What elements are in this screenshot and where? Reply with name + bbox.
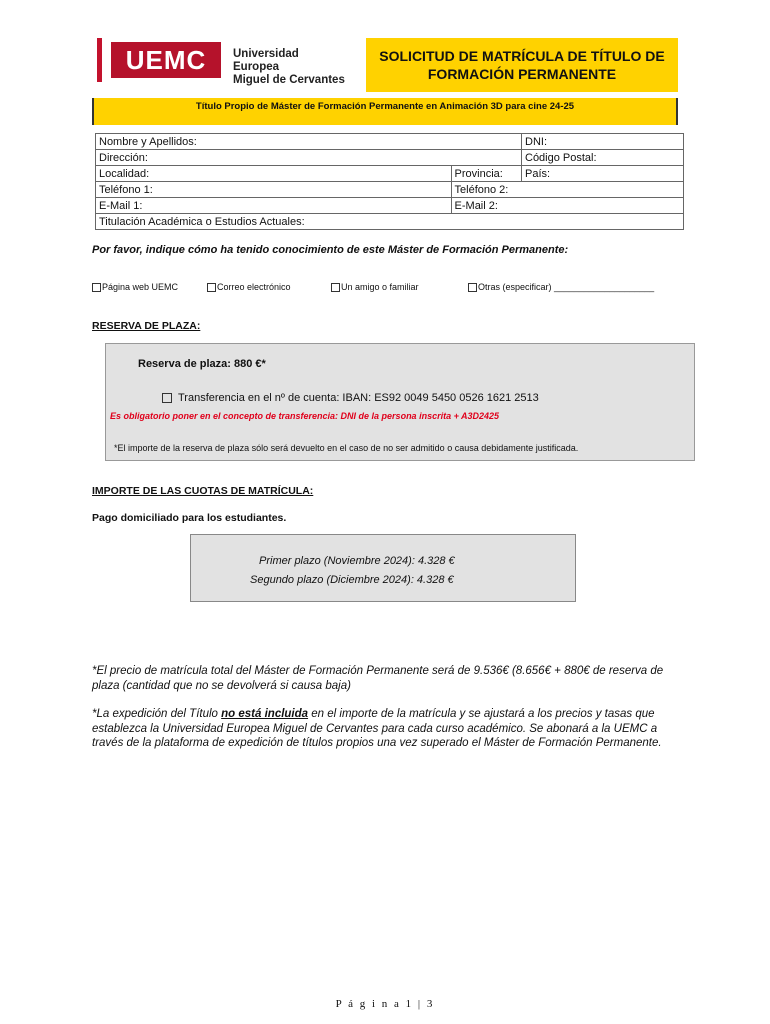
dni-field[interactable]: DNI: xyxy=(522,134,684,150)
option-web-label: Página web UEMC xyxy=(102,282,179,292)
option-other[interactable] xyxy=(468,282,654,292)
option-friend[interactable] xyxy=(331,282,419,292)
transfer-warning: Es obligatorio poner en el concepto de transferencia: DNI de la persona inscrita + A3D2425 xyxy=(110,411,500,421)
checkbox-web[interactable] xyxy=(92,283,101,292)
uemc-logo xyxy=(97,38,347,86)
reserva-box xyxy=(105,343,695,461)
refund-note: *El importe de la reserva de plaza sólo será devuelto en el caso de no ser admitido o causa debidamente justificada. xyxy=(114,443,579,453)
email2-field[interactable]: E-Mail 2: xyxy=(451,198,683,214)
price-note: *El precio de matrícula total del Máster de Formación Permanente será de 9.536€ (8.656€ + 880€ de reserva de plaza (cantidad que no se devolverá si causa baja) xyxy=(92,665,664,692)
reserva-heading: RESERVA DE PLAZA: xyxy=(92,320,201,332)
option-web[interactable] xyxy=(92,282,178,292)
logo-line-2: Miguel de Cervantes xyxy=(233,74,345,86)
plazo-1: Primer plazo (Noviembre 2024): 4.328 € xyxy=(259,555,455,567)
cuotas-box xyxy=(190,534,576,602)
telefono1-field[interactable]: Teléfono 1: xyxy=(96,182,452,198)
titulacion-field[interactable]: Titulación Académica o Estudios Actuales: xyxy=(96,214,684,230)
plazo-2: Segundo plazo (Diciembre 2024): 4.328 € xyxy=(250,574,454,586)
cuotas-subheading: Pago domiciliado para los estudiantes. xyxy=(92,512,287,524)
option-email-label: Correo electrónico xyxy=(217,282,291,292)
codigo-postal-field[interactable]: Código Postal: xyxy=(522,150,684,166)
checkbox-email[interactable] xyxy=(207,283,216,292)
program-name: Título Propio de Máster de Formación Permanente en Animación 3D para cine 24-25 xyxy=(92,98,678,125)
checkbox-friend[interactable] xyxy=(331,283,340,292)
email1-field[interactable]: E-Mail 1: xyxy=(96,198,452,214)
option-email[interactable] xyxy=(207,282,291,292)
telefono2-field[interactable]: Teléfono 2: xyxy=(451,182,683,198)
option-friend-label: Un amigo o familiar xyxy=(341,282,419,292)
expedition-note xyxy=(92,707,687,751)
logo-university-name xyxy=(233,48,347,87)
reserva-amount: Reserva de plaza: 880 €* xyxy=(138,358,266,370)
pais-field[interactable]: País: xyxy=(522,166,684,182)
option-other-label: Otras (especificar) ____________________ xyxy=(478,282,655,292)
logo-bar-left xyxy=(97,38,102,82)
document-title: SOLICITUD DE MATRÍCULA DE TÍTULO DE FORMACIÓN PERMANENTE xyxy=(366,38,678,92)
cuotas-heading: IMPORTE DE LAS CUOTAS DE MATRÍCULA: xyxy=(92,485,314,497)
provincia-field[interactable]: Provincia: xyxy=(451,166,521,182)
direccion-field[interactable]: Dirección: xyxy=(96,150,522,166)
localidad-field[interactable]: Localidad: xyxy=(96,166,452,182)
logo-acronym: UEMC xyxy=(111,42,221,78)
checkbox-other[interactable] xyxy=(468,283,477,292)
transfer-option[interactable] xyxy=(162,392,539,404)
checkbox-transfer[interactable] xyxy=(162,393,172,403)
page-number: P á g i n a 1 | 3 xyxy=(335,998,435,1010)
expedition-note-emphasis: no está incluida xyxy=(221,708,309,720)
expedition-note-part2: en el importe de la matrícula y se ajustará a los precios y tasas que establezca la Universidad Europea Miguel de Cervantes para cada curso académico. Se abonará a la UEMC a través de la plataforma de expedición de títulos propios una vez superado el Máster de Formación Permanente. xyxy=(92,708,662,749)
applicant-form xyxy=(95,133,684,230)
logo-line-1: Universidad Europea xyxy=(233,48,299,73)
source-question: Por favor, indique cómo ha tenido conocimiento de este Máster de Formación Permanente: xyxy=(92,244,569,256)
transfer-label: Transferencia en el nº de cuenta: IBAN: ES92 0049 5450 0526 1621 2513 xyxy=(178,392,539,404)
nombre-field[interactable]: Nombre y Apellidos: xyxy=(96,134,522,150)
expedition-note-part1: *La expedición del Título xyxy=(92,708,222,720)
